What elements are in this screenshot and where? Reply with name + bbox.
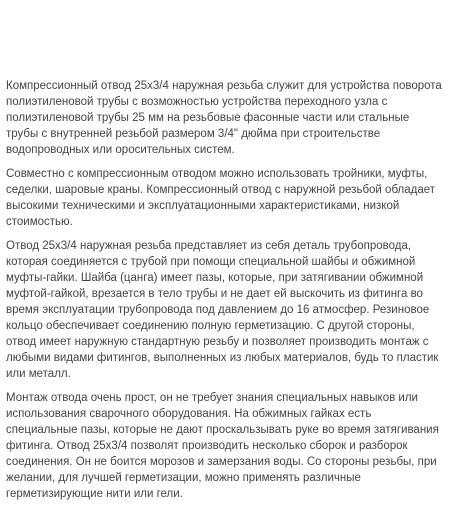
paragraph-installation: Монтаж отвода очень прост, он не требует знания специальных навыков или использования сварочного оборудования. На обжимных гайках есть специальные пазы, которые не дают проскальзывать руке во время затягивания фитинга. Отвод 25х3/4 позволят производить несколько сборок и разборок соединения. Он не боится морозов и замерзания воды. Со стороны резьбы, при желании, для лучшей герметизации, можно применять различные герметизирующие нити или гели. [6, 392, 439, 500]
paragraph-intro: Компрессионный отвод 25x3/4 наружная резьба служит для устройства поворота полиэтиленовой трубы с возможностью устройства переходного узла с полиэтиленовой трубы 25 мм на резьбовые фасонные части или стальные трубы с внутренней резьбой размером 3/4" дюйма при строительстве водопроводных или оросительных систем. [6, 80, 442, 156]
paragraph-compatibility: Совместно с компрессионным отводом можно использовать тройники, муфты, седелки, шаровые краны. Компрессионный отвод с наружной резьбой обладает высокими техническими и эксплуатационными характеристиками, низкой стоимостью. [6, 168, 436, 228]
paragraph-construction: Отвод 25х3/4 наружная резьба представляет из себя деталь трубопровода, которая соединяется с трубой при помощи специальной шайбы и обжимной муфты-гайки. Шайба (цанга) имеет пазы, которые, при затягивании обжимной муфтой-гайкой, врезается в тело трубы и не дает ей выскочить из фитинга во время эксплуатации трубопровода под давлением до 16 атмосфер. Резиновое кольцо обеспечивает соединению полную герметизацию. С другой стороны, отвод имеет наружную стандартную резьбу и позволяет производить монтаж с любыми видами фитингов, выполненных из любых материалов, будь то пластик или металл. [6, 240, 439, 380]
article-body [0, 78, 450, 510]
